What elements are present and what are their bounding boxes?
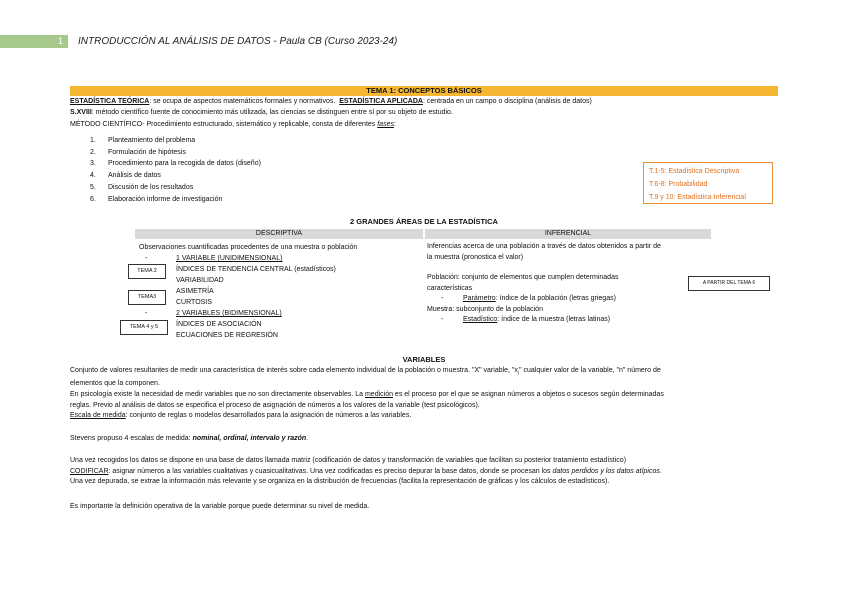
list-item xyxy=(90,170,261,182)
inf-muestra: Muestra: subconjunto de la población xyxy=(427,305,543,313)
apartir-tema6-box: A PARTIR DEL TEMA 6 xyxy=(688,276,770,291)
desc-intro: Observaciones cuantificadas procedentes de una muestra o población xyxy=(139,244,358,251)
p2-line-1 xyxy=(70,390,782,401)
inferencial-column xyxy=(427,242,661,326)
tema-box-2: TEMA 2 xyxy=(128,264,166,279)
text-estadistico: : índice de la muestra (letras latinas) xyxy=(497,316,611,323)
step-number: 6. xyxy=(90,195,96,203)
desc-bi: 2 VARIABLES (BIDIMENSIONAL) xyxy=(176,310,282,317)
step-number: 3. xyxy=(90,160,96,168)
intro-line-sxviii xyxy=(70,108,453,117)
spacer xyxy=(427,263,661,273)
list-item xyxy=(90,194,261,206)
term-escala: Escala de medida xyxy=(70,412,126,419)
desc-item: CURTOSIS xyxy=(176,299,212,306)
legend-probabilidad: T.6-8: Probabilidad xyxy=(649,181,708,188)
inf-poblacion-1: Población: conjunto de elementos que cumplen determinadas xyxy=(427,274,619,281)
inf-intro-2: la muestra (pronostica el valor) xyxy=(427,253,524,261)
topic-title: TEMA 1: CONCEPTOS BÁSICOS xyxy=(70,86,778,96)
p6-italic: datos perdidos y los datos atípicos xyxy=(552,467,660,475)
variables-paragraph-definicion: Es importante la definición operativa de la variable porque puede determinar su nivel de medida. xyxy=(70,503,370,510)
desc-item: ÍNDICES DE ASOCIACIÓN xyxy=(176,321,262,328)
bullet: - xyxy=(441,316,444,323)
col-header-descriptiva: DESCRIPTIVA xyxy=(135,229,423,239)
step-number: 5. xyxy=(90,183,96,191)
p4-items: nominal, ordinal, intervalo y razón xyxy=(192,435,307,442)
p3-line xyxy=(70,411,782,422)
step-label: Formulación de hipótesis xyxy=(108,148,186,156)
inf-poblacion-2: características xyxy=(427,284,473,292)
text-sxviii: : método científico fuente de conocimiento más utilizada, las ciencias se distinguen entre sí por su objeto de estudio. xyxy=(91,109,453,116)
step-label: Discusión de los resultados xyxy=(108,183,194,191)
step-number: 2. xyxy=(90,148,96,156)
bullet: - xyxy=(145,310,148,317)
term-fases: fases xyxy=(377,121,394,128)
variables-paragraph-codificacion xyxy=(70,456,782,488)
legend-inferencial: T.9 y 10: Estadística Inferencial xyxy=(649,194,746,201)
inf-intro-1: Inferencias acerca de una población a través de datos obtenidos a partir de xyxy=(427,243,661,250)
tema-box-3: TEMA3 xyxy=(128,290,166,305)
inf-estadistico-row xyxy=(427,315,661,326)
legend-descriptiva: T.1-5: Estadística Descriptiva xyxy=(649,168,740,175)
list-item xyxy=(90,135,261,147)
text-teorica: : se ocupa de aspectos matemáticos formales y normativos. xyxy=(149,98,336,105)
text-aplicada: : centrada en un campo o disciplina (análisis de datos) xyxy=(422,98,592,105)
p6-end: . xyxy=(659,467,662,475)
step-label: Análisis de datos xyxy=(108,172,161,180)
variables-title: VARIABLES xyxy=(402,355,446,364)
term-codificar: CODIFICAR xyxy=(70,467,109,475)
step-label: Procedimiento para la recogida de datos (diseño) xyxy=(108,160,261,168)
intro-line-metodo xyxy=(70,120,396,129)
text-metodo: - Procedimiento estructurado, sistemático y replicable, consta de diferentes xyxy=(142,121,378,128)
variables-paragraph-2 xyxy=(70,390,782,422)
text-parametro: : índice de la población (letras griegas) xyxy=(495,295,616,302)
term-aplicada: ESTADÍSTICA APLICADA xyxy=(339,98,423,105)
p1-line-2: elementos que la componen. xyxy=(70,379,160,387)
p7: Una vez depurada, se extrae la información más relevante y se organiza en la distribución de frecuencias (facilita la representación de gráficas y los cálculos de estadísticos). xyxy=(70,478,610,485)
desc-item: VARIABILIDAD xyxy=(176,277,224,284)
text-metodo-end: : xyxy=(393,121,396,128)
p1a: Conjunto de valores resultantes de medir una característica de interés sobre cada elemento individual de la población o muestra. "X" variable, "x xyxy=(70,367,518,374)
desc-item: ASIMETRÍA xyxy=(176,288,214,295)
desc-bi-row xyxy=(139,308,357,319)
list-item xyxy=(90,158,261,170)
list-item xyxy=(90,147,261,159)
p1b: " cualquier valor de la variable, "n" número de xyxy=(519,367,661,374)
p4-end: . xyxy=(306,435,309,442)
document-title: INTRODUCCIÓN AL ANÁLISIS DE DATOS - Paula CB (Curso 2023-24) xyxy=(78,36,398,47)
desc-uni: 1 VARIABLE (UNIDIMENSIONAL) xyxy=(176,255,283,262)
variables-paragraph-stevens xyxy=(70,434,782,445)
list-item xyxy=(90,182,261,194)
step-label: Elaboración informe de investigación xyxy=(108,195,223,203)
p3-text: : conjunto de reglas o modelos desarrollados para la asignación de números a las variables. xyxy=(125,412,412,419)
p1-line-1 xyxy=(70,366,782,379)
term-parametro: Parámetro xyxy=(463,295,496,302)
bullet: - xyxy=(145,255,148,262)
lead-metodo: MÉTODO CIENTÍFICO xyxy=(70,121,143,128)
variables-paragraph-1 xyxy=(70,366,782,389)
step-number: 4. xyxy=(90,172,96,180)
topic-legend-box xyxy=(643,162,773,204)
p4-text: Stevens propuso 4 escalas de medida: xyxy=(70,435,193,442)
col-header-inferencial: INFERENCIAL xyxy=(425,229,711,239)
areas-title: 2 GRANDES ÁREAS DE LA ESTADÍSTICA xyxy=(350,217,498,226)
term-medicion: medición xyxy=(364,391,393,398)
term-teorica: ESTADÍSTICA TEÓRICA xyxy=(70,98,150,105)
desc-item: ÍNDICES DE TENDENCIA CENTRAL (estadísticos) xyxy=(176,266,336,273)
page-number: 1 xyxy=(58,36,64,46)
p1-sub: i xyxy=(517,370,520,377)
step-label: Planteamiento del problema xyxy=(108,137,196,144)
p6a: : asignar números a las variables cualitativas y cuasicualitativas. Una vez codificadas es preciso depurar la base datos, donde se procesan los xyxy=(108,467,553,475)
p2-line-2: reglas. Previo al análisis de datos se especifica el proceso de asignación de números a los valores de la variable (test psicológicos). xyxy=(70,401,480,409)
p6-line xyxy=(70,467,782,478)
inf-parametro-row xyxy=(427,294,661,305)
term-estadistico: Estadístico xyxy=(463,316,498,323)
lead-sxviii: S.XVIII xyxy=(70,109,92,116)
intro-line-estadistica xyxy=(70,97,592,106)
p2b: es el proceso por el que se asignan números a objetos o sucesos según determinadas xyxy=(392,391,664,398)
method-steps-list xyxy=(90,135,261,205)
p2a: En psicología existe la necesidad de medir variables que no son directamente observables. La xyxy=(70,391,365,398)
descriptiva-column xyxy=(139,242,357,341)
bullet: - xyxy=(441,295,444,302)
p5: Una vez recogidos los datos se dispone en una base de datos llamada matriz (codificación de datos y transformación de variables que facilitan su posterior tratamiento estadístico) xyxy=(70,457,627,464)
step-number: 1. xyxy=(90,137,96,144)
desc-uni-row xyxy=(139,253,357,264)
desc-item: ECUACIONES DE REGRESIÓN xyxy=(176,332,278,339)
tema-box-4-5: TEMA 4 y 5 xyxy=(120,320,168,335)
